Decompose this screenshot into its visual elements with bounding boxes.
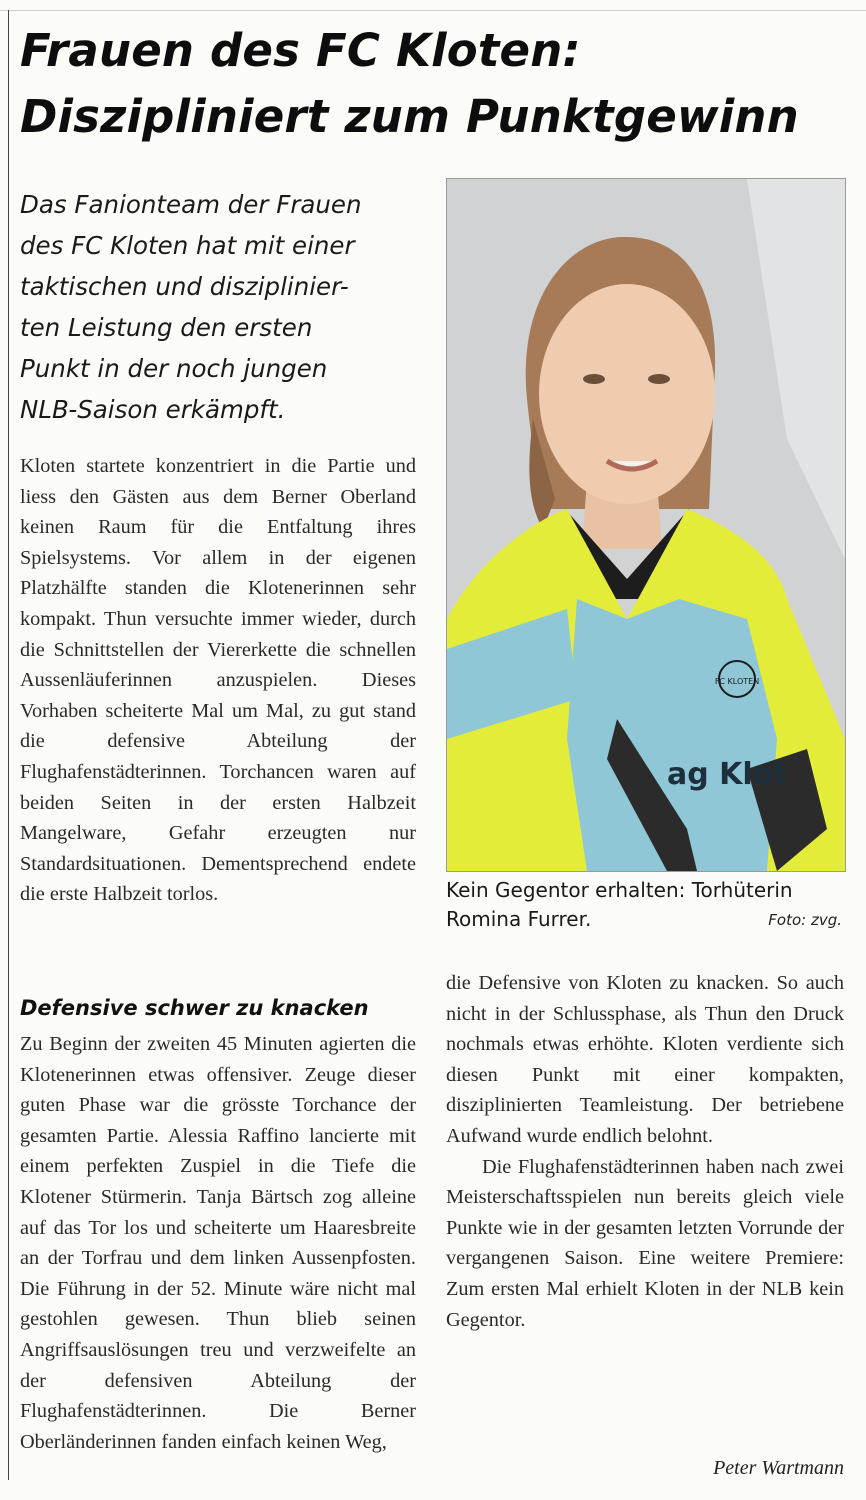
paragraph-1: Kloten startete konzentriert in die Partie und liess den Gästen aus dem Berner Oberland keinen Raum für die Entfaltung ihres Spielsystems. Vor allem in der eigenen Platzhälfte standen die Klotenerinnen sehr kompakt. Thun versuchte immer wieder, durch die Schnittstellen der Viererkette die schnellen Aussenläuferinnen anzuspielen. Dieses Vorhaben scheiterte Mal um Mal, zu gut stand die defensive Abteilung der Flughafenstädterinnen. Torchancen waren auf beiden Seiten in der ersten Halbzeit Mangelware, Gefahr erzeugten nur Standardsituationen. Dementsprechend endete die erste Halbzeit torlos. <box>20 455 416 906</box>
paragraph-2-continued: die Defensive von Kloten zu knacken. So auch nicht in der Schlussphase, als Thun den Druck nochmals etwas erhöhte. Kloten verdiente sich diesen Punkt mit einer kompakten, disziplinierten Teamleistung. Der betriebene Aufwand wurde endlich belohnt. <box>446 972 844 1147</box>
top-rule <box>0 10 866 11</box>
author-byline: Peter Wartmann <box>713 1457 844 1479</box>
article-headline <box>20 18 850 150</box>
headline-line-1: Frauen des FC Kloten: <box>20 24 581 77</box>
lead-line: des FC Kloten hat mit einer <box>20 231 355 260</box>
column-2-text <box>446 968 844 1335</box>
goalkeeper-photo <box>446 178 846 872</box>
lead-line: Punkt in der noch jungen <box>20 354 328 383</box>
lead-line: taktischen und disziplinier- <box>20 272 349 301</box>
headline-line-2: Diszipliniert zum Punktgewinn <box>20 90 799 143</box>
lead-line: Das Fanionteam der Frauen <box>20 190 362 219</box>
lead-line: ten Leistung den ersten <box>20 313 313 342</box>
club-badge-text: FC KLOTEN <box>714 677 760 686</box>
subheading: Defensive schwer zu knacken <box>20 996 369 1020</box>
jersey-sponsor-text: ag Klot <box>667 757 788 792</box>
caption-line-1: Kein Gegentor erhalten: Torhüterin <box>446 878 793 902</box>
article-lead <box>20 184 440 430</box>
paragraph-2-text: Zu Beginn der zweiten 45 Minuten agierten die Klotenerinnen etwas offensiver. Zeuge dieser guten Phase war die grösste Torchance der gesamten Partie. Alessia Raffino lancierte mit einem perfekten Zuspiel in die Tiefe die Klotener Stürmerin. Tanja Bärtsch zog alleine auf das Tor los und scheiterte um Haaresbreite an der Torfrau und dem linken Aussenpfosten. Die Führung in der 52. Minute wäre nicht mal gestohlen gewesen. Thun blieb seinen Angriffsauslösungen treu und verzweifelte an der defensiven Abteilung der Flughafenstädterinnen. Die Berner Oberländerinnen fanden einfach keinen Weg, <box>20 1033 416 1453</box>
lead-line: NLB-Saison erkämpft. <box>20 395 286 424</box>
caption-line-2: Romina Furrer. <box>446 907 592 931</box>
paragraph-3: Die Flughafenstädterinnen haben nach zwei Meisterschaftsspielen nun bereits gleich viele Punkte wie in der gesamten letzten Vorrunde der vergangenen Saison. Eine weitere Premiere: Zum ersten Mal erhielt Kloten in der NLB kein Gegentor. <box>446 1155 844 1331</box>
photo-credit: Foto: zvg. <box>768 911 842 929</box>
left-column-rule <box>8 10 9 1480</box>
goalkeeper-illustration <box>447 179 845 871</box>
paragraph-2-column-1 <box>20 1029 416 1457</box>
